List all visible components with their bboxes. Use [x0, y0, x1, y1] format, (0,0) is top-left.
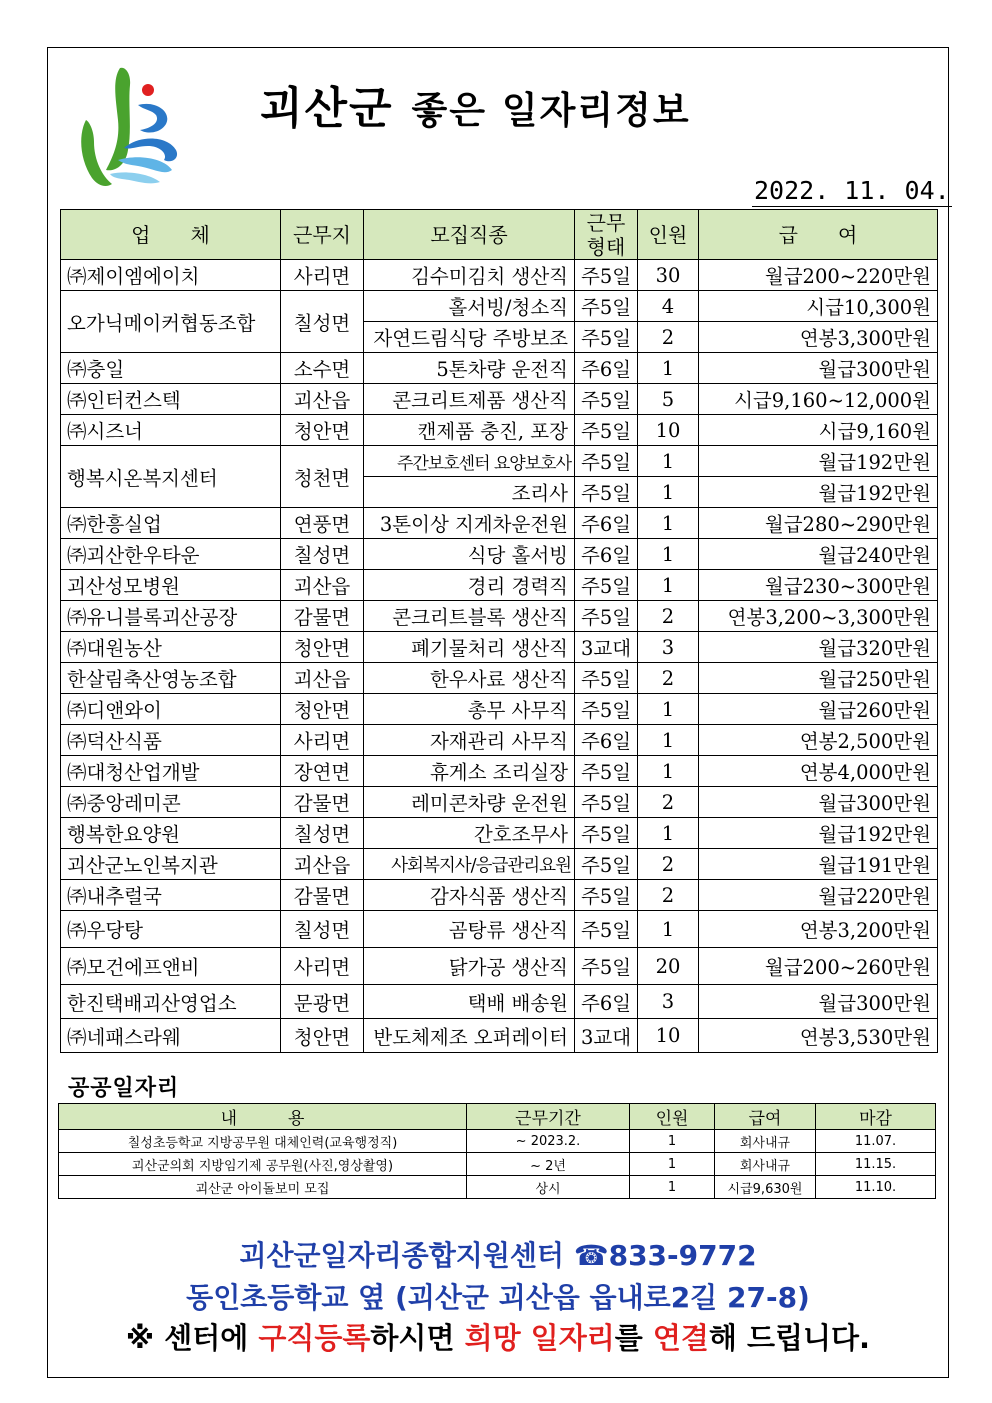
cell-pay: 월급240만원 [699, 539, 938, 570]
notice-text: 를 [614, 1321, 653, 1355]
cell-count: 1 [638, 818, 699, 849]
cell-type: 주5일 [575, 477, 638, 508]
cell-job: 휴게소 조리실장 [364, 756, 575, 787]
table-row [61, 384, 938, 415]
cell-company: ㈜모건에프앤비 [61, 948, 281, 985]
cell-pay: 월급280~290만원 [699, 508, 938, 539]
col-pay: 급 여 [699, 210, 938, 260]
cell-location: 사리면 [281, 948, 364, 985]
cell-count: 1 [638, 725, 699, 756]
cell-pay: 월급200~260만원 [699, 948, 938, 985]
cell-location: 청천면 [281, 446, 364, 508]
cell-job: 반도체제조 오퍼레이터 [364, 1019, 575, 1053]
cell-count: 1 [630, 1130, 715, 1153]
issue-date: 2022. 11. 04. [754, 176, 950, 205]
cell-content: 괴산군 아이돌보미 모집 [59, 1176, 467, 1199]
cell-type: 주5일 [575, 948, 638, 985]
cell-pay: 연봉3,530만원 [699, 1019, 938, 1053]
cell-content: 칠성초등학교 지방공무원 대체인력(교육행정직) [59, 1130, 467, 1153]
cell-count: 2 [638, 787, 699, 818]
cell-location: 칠성면 [281, 911, 364, 948]
cell-period: ~ 2년 [467, 1153, 630, 1176]
cell-company: 행복한요양원 [61, 818, 281, 849]
cell-job: 식당 홀서빙 [364, 539, 575, 570]
footer-address: 동인초등학교 옆 (괴산군 괴산읍 읍내로2길 27-8) [186, 1281, 810, 1314]
cell-type: 3교대 [575, 1019, 638, 1053]
public-jobs-header [59, 1104, 936, 1130]
cell-job: 자연드림식당 주방보조 [364, 322, 575, 353]
cell-count: 1 [638, 477, 699, 508]
table-row [61, 415, 938, 446]
cell-count: 1 [638, 446, 699, 477]
cell-company: ㈜네패스라웨 [61, 1019, 281, 1053]
public-jobs-title: 공공일자리 [68, 1075, 180, 1101]
cell-count: 2 [638, 601, 699, 632]
cell-company: 오가닉메이커협동조합 [61, 291, 281, 353]
cell-type: 주6일 [575, 985, 638, 1019]
public-jobs-table [58, 1103, 936, 1199]
cell-count: 2 [638, 880, 699, 911]
cell-type: 주5일 [575, 446, 638, 477]
cell-count: 1 [638, 694, 699, 725]
jobs-table-header [61, 210, 938, 260]
cell-job: 캔제품 충진, 포장 [364, 415, 575, 446]
cell-job: 택배 배송원 [364, 985, 575, 1019]
table-row [61, 880, 938, 911]
footer-center [47, 1234, 949, 1274]
cell-pay: 월급320만원 [699, 632, 938, 663]
notice-text: 해 드립니다. [708, 1321, 871, 1355]
cell-company: 한살림축산영농조합 [61, 663, 281, 694]
cell-type: 주6일 [575, 539, 638, 570]
cell-job: 간호조무사 [364, 818, 575, 849]
cell-company: 행복시온복지센터 [61, 446, 281, 508]
cell-location: 청안면 [281, 632, 364, 663]
cell-count: 5 [638, 384, 699, 415]
cell-location: 청안면 [281, 694, 364, 725]
notice-highlight: 희망 일자리 [464, 1321, 615, 1355]
cell-job: 3톤이상 지게차운전원 [364, 508, 575, 539]
cell-company: ㈜인터컨스텍 [61, 384, 281, 415]
cell-job: 곰탕류 생산직 [364, 911, 575, 948]
table-row [61, 985, 938, 1019]
table-row [61, 291, 938, 322]
cell-pay: 월급191만원 [699, 849, 938, 880]
cell-job: 감자식품 생산직 [364, 880, 575, 911]
cell-type: 주5일 [575, 384, 638, 415]
cell-count: 10 [638, 415, 699, 446]
table-row [61, 787, 938, 818]
cell-company: ㈜한흥실업 [61, 508, 281, 539]
cell-count: 1 [638, 570, 699, 601]
notice-highlight: 연결 [652, 1321, 709, 1355]
cell-pay: 월급192만원 [699, 477, 938, 508]
cell-count: 10 [638, 1019, 699, 1053]
cell-location: 연풍면 [281, 508, 364, 539]
cell-type: 주5일 [575, 849, 638, 880]
col-type-label: 근무형태 [586, 210, 626, 259]
cell-job: 조리사 [364, 477, 575, 508]
cell-location: 장연면 [281, 756, 364, 787]
cell-type: 주5일 [575, 415, 638, 446]
cell-company: ㈜대청산업개발 [61, 756, 281, 787]
cell-job: 홀서빙/청소직 [364, 291, 575, 322]
cell-count: 1 [638, 353, 699, 384]
cell-deadline: 11.10. [816, 1176, 936, 1199]
col-location: 근무지 [281, 210, 364, 260]
cell-type: 주5일 [575, 601, 638, 632]
cell-count: 1 [638, 756, 699, 787]
table-row [61, 663, 938, 694]
cell-deadline: 11.15. [816, 1153, 936, 1176]
cell-job: 콘크리트블록 생산직 [364, 601, 575, 632]
cell-company: ㈜시즈너 [61, 415, 281, 446]
cell-job: 사회복지사/응급관리요원 [364, 849, 575, 880]
cell-location: 감물면 [281, 601, 364, 632]
cell-location: 괴산읍 [281, 849, 364, 880]
cell-pay: 시급9,160원 [699, 415, 938, 446]
table-row [61, 632, 938, 663]
cell-company: ㈜유니블록괴산공장 [61, 601, 281, 632]
cell-type: 주5일 [575, 663, 638, 694]
cell-type: 주5일 [575, 322, 638, 353]
cell-job: 주간보호센터 요양보호사 [364, 446, 575, 477]
cell-pay: 월급300만원 [699, 787, 938, 818]
cell-job: 5톤차량 운전직 [364, 353, 575, 384]
table-row [59, 1153, 936, 1176]
cell-company: ㈜괴산한우타운 [61, 539, 281, 570]
cell-count: 1 [630, 1176, 715, 1199]
cell-count: 3 [638, 632, 699, 663]
cell-job: 닭가공 생산직 [364, 948, 575, 985]
cell-type: 주6일 [575, 508, 638, 539]
jobs-table [60, 209, 938, 1053]
cell-company: ㈜디앤와이 [61, 694, 281, 725]
cell-type: 주5일 [575, 818, 638, 849]
cell-job: 폐기물처리 생산직 [364, 632, 575, 663]
table-row [59, 1176, 936, 1199]
notice-text: 하시면 [370, 1321, 465, 1355]
cell-job: 레미콘차량 운전원 [364, 787, 575, 818]
cell-type: 주5일 [575, 260, 638, 291]
cell-job: 총무 사무직 [364, 694, 575, 725]
notice-highlight: 구직등록 [258, 1321, 371, 1355]
table-row [61, 353, 938, 384]
cell-type: 3교대 [575, 632, 638, 663]
cell-pay: 시급9,160~12,000원 [699, 384, 938, 415]
cell-location: 칠성면 [281, 539, 364, 570]
cell-company: 괴산성모병원 [61, 570, 281, 601]
cell-pay: 회사내규 [715, 1153, 816, 1176]
cell-pay: 월급230~300만원 [699, 570, 938, 601]
cell-location: 괴산읍 [281, 570, 364, 601]
table-row [61, 539, 938, 570]
cell-count: 30 [638, 260, 699, 291]
table-row [61, 849, 938, 880]
cell-count: 1 [638, 911, 699, 948]
title-rest: 좋은 일자리정보 [411, 88, 691, 132]
cell-location: 사리면 [281, 725, 364, 756]
table-row [61, 911, 938, 948]
col-content: 내 용 [59, 1104, 467, 1130]
cell-pay: 연봉3,300만원 [699, 322, 938, 353]
cell-pay: 월급260만원 [699, 694, 938, 725]
cell-company: 괴산군노인복지관 [61, 849, 281, 880]
col-job: 모집직종 [364, 210, 575, 260]
cell-pay: 시급9,630원 [715, 1176, 816, 1199]
cell-type: 주5일 [575, 694, 638, 725]
cell-job: 한우사료 생산직 [364, 663, 575, 694]
table-row [61, 446, 938, 477]
cell-pay: 회사내규 [715, 1130, 816, 1153]
cell-type: 주5일 [575, 787, 638, 818]
cell-job: 자재관리 사무직 [364, 725, 575, 756]
cell-deadline: 11.07. [816, 1130, 936, 1153]
title-region: 괴산군 [260, 83, 394, 134]
cell-count: 2 [638, 322, 699, 353]
cell-location: 괴산읍 [281, 663, 364, 694]
cell-location: 칠성면 [281, 291, 364, 353]
cell-pay: 월급220만원 [699, 880, 938, 911]
cell-location: 괴산읍 [281, 384, 364, 415]
col-count: 인원 [638, 210, 699, 260]
col-type [575, 210, 638, 260]
cell-type: 주6일 [575, 725, 638, 756]
cell-count: 2 [638, 849, 699, 880]
table-row [59, 1130, 936, 1153]
col-deadline: 마감 [816, 1104, 936, 1130]
cell-location: 칠성면 [281, 818, 364, 849]
center-name: 괴산군일자리종합지원센터 [239, 1239, 564, 1272]
table-row [61, 508, 938, 539]
center-phone[interactable]: ☎833-9772 [573, 1239, 757, 1272]
notice-text: ※ 센터에 [125, 1321, 259, 1355]
table-row [61, 260, 938, 291]
cell-pay: 월급300만원 [699, 353, 938, 384]
cell-company: 한진택배괴산영업소 [61, 985, 281, 1019]
cell-type: 주5일 [575, 880, 638, 911]
cell-period: ~ 2023.2. [467, 1130, 630, 1153]
cell-location: 청안면 [281, 1019, 364, 1053]
cell-period: 상시 [467, 1176, 630, 1199]
cell-job: 경리 경력직 [364, 570, 575, 601]
cell-pay: 연봉4,000만원 [699, 756, 938, 787]
cell-location: 문광면 [281, 985, 364, 1019]
table-row [61, 818, 938, 849]
cell-pay: 시급10,300원 [699, 291, 938, 322]
col-period: 근무기간 [467, 1104, 630, 1130]
cell-content: 괴산군의회 지방임기제 공무원(사진,영상촬영) [59, 1153, 467, 1176]
footer-notice [47, 1316, 949, 1357]
cell-location: 청안면 [281, 415, 364, 446]
cell-company: ㈜덕산식품 [61, 725, 281, 756]
table-row [61, 948, 938, 985]
cell-type: 주5일 [575, 911, 638, 948]
table-row [61, 725, 938, 756]
cell-pay: 월급300만원 [699, 985, 938, 1019]
cell-count: 4 [638, 291, 699, 322]
cell-count: 3 [638, 985, 699, 1019]
cell-pay: 연봉2,500만원 [699, 725, 938, 756]
table-row [61, 1019, 938, 1053]
cell-pay: 월급250만원 [699, 663, 938, 694]
cell-type: 주5일 [575, 570, 638, 601]
cell-job: 김수미김치 생산직 [364, 260, 575, 291]
cell-count: 1 [638, 508, 699, 539]
table-row [61, 694, 938, 725]
col-count: 인원 [630, 1104, 715, 1130]
cell-type: 주5일 [575, 756, 638, 787]
cell-company: ㈜충일 [61, 353, 281, 384]
col-pay: 급여 [715, 1104, 816, 1130]
col-company: 업 체 [61, 210, 281, 260]
goesan-logo-icon [68, 60, 193, 195]
cell-company: ㈜대원농산 [61, 632, 281, 663]
table-row [61, 601, 938, 632]
cell-count: 1 [638, 539, 699, 570]
cell-pay: 연봉3,200~3,300만원 [699, 601, 938, 632]
cell-company: ㈜내추럴국 [61, 880, 281, 911]
cell-type: 주6일 [575, 353, 638, 384]
cell-location: 감물면 [281, 880, 364, 911]
cell-pay: 월급192만원 [699, 446, 938, 477]
cell-count: 20 [638, 948, 699, 985]
cell-pay: 월급192만원 [699, 818, 938, 849]
table-row [61, 756, 938, 787]
cell-pay: 월급200~220만원 [699, 260, 938, 291]
cell-location: 사리면 [281, 260, 364, 291]
cell-type: 주5일 [575, 291, 638, 322]
cell-count: 2 [638, 663, 699, 694]
cell-count: 1 [630, 1153, 715, 1176]
cell-job: 콘크리트제품 생산직 [364, 384, 575, 415]
table-row [61, 570, 938, 601]
page-title [260, 72, 691, 136]
cell-company: ㈜우당탕 [61, 911, 281, 948]
cell-company: ㈜제이엠에이치 [61, 260, 281, 291]
cell-location: 소수면 [281, 353, 364, 384]
cell-location: 감물면 [281, 787, 364, 818]
cell-company: ㈜중앙레미콘 [61, 787, 281, 818]
cell-pay: 연봉3,200만원 [699, 911, 938, 948]
